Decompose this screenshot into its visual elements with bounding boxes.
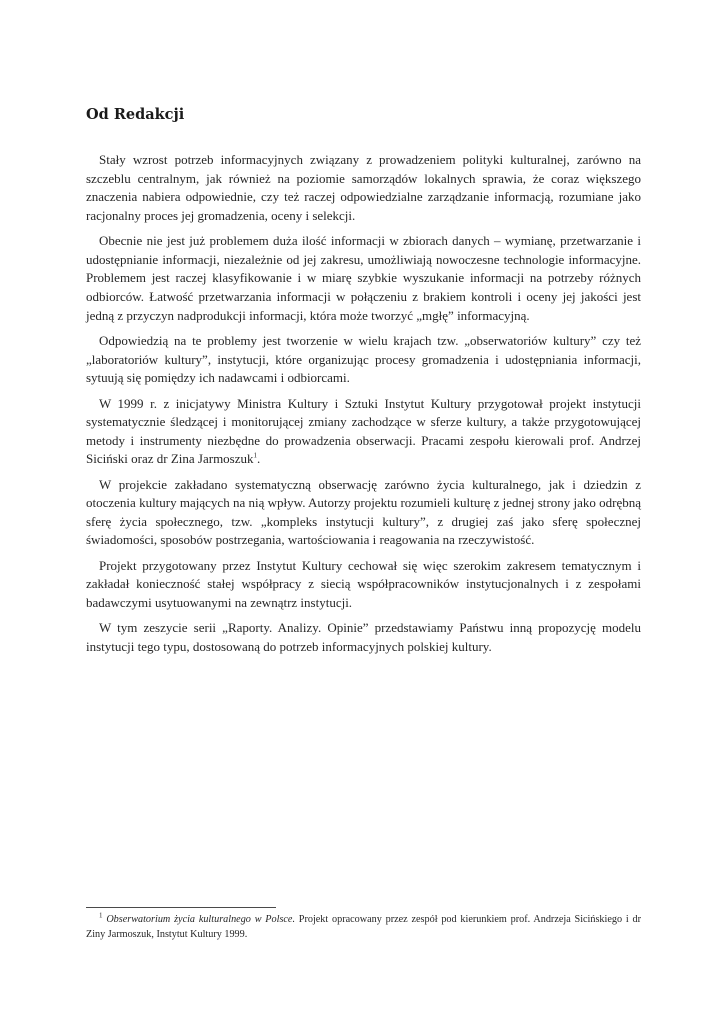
footnote-reference[interactable]: 1 xyxy=(253,451,258,460)
footnote-text: Projekt opracowany przez zespół pod kierunkiem prof. Andrzeja Sicińskiego i dr Ziny Jarmoszuk, Instytut Kultury 1999. xyxy=(86,914,641,940)
paragraph: W tym zeszycie serii „Raporty. Analizy. Opinie” przedstawiamy Państwu inną propozycję modelu instytucji tego typu, dostosowaną do potrzeb informacyjnych polskiej kultury. xyxy=(86,620,641,655)
paragraph: Projekt przygotowany przez Instytut Kultury cechował się więc szerokim zakresem tematycznym i zakładał konieczność stałej współpracy z siecią współpracowników instytucjonalnych i z zespołami badawczymi usytuowanymi na zewnątrz instytucji. xyxy=(86,557,641,611)
footnote-content xyxy=(86,912,641,942)
paragraph-text: W 1999 r. z inicjatywy Ministra Kultury i Sztuki Instytut Kultury przygotował projekt instytucji systematycznie śledzącej i monitorującej zmiany zachodzące w sferze kultury, a także przygotowującej metody i instrumenty niezbędne do prowadzenia obserwacji. Pracami zespołu kierowali prof. Andrzej Siciński oraz dr Zina Jarmoszuk xyxy=(86,395,641,467)
footnote-title: Obserwatorium życia kulturalnego w Polsce. xyxy=(106,914,295,925)
paragraph: Stały wzrost potrzeb informacyjnych związany z prowadzeniem polityki kulturalnej, zarówno na szczeblu centralnym, jak również na poziomie samorządów lokalnych sprawia, że coraz większego znaczenia nabiera odpowiednie, czy też raczej odpowiedzialne zarządzanie informacją, rozumiane jako racjonalny proces jej gromadzenia, oceny i selekcji. xyxy=(86,152,641,223)
footnote-divider xyxy=(86,907,276,908)
paragraph: Odpowiedzią na te problemy jest tworzenie w wielu krajach tzw. „obserwatoriów kultury” czy też „laboratoriów kultury”, instytucji, które organizując procesy gromadzenia i udostępniania informacji, sytuują się pomiędzy ich nadawcami i odbiorcami. xyxy=(86,332,641,386)
page xyxy=(86,0,641,1024)
footnote xyxy=(86,912,641,942)
paragraph: W projekcie zakładano systematyczną obserwację zarówno życia kulturalnego, jak i dziedzin z otoczenia kultury mających na nią wpływ. Autorzy projektu rozumieli kulturę z jednej strony jako odrębną sferę życia społecznego, tzw. „kompleks instytucji kultury”, z drugiej zaś jako sferę społecznej świadomości, sposobów postrzegania, wartościowania i reagowania na rzeczywistość. xyxy=(86,476,641,548)
footnote-marker: 1 xyxy=(99,911,103,920)
paragraph: W 1999 r. z inicjatywy Ministra Kultury i Sztuki Instytut Kultury przygotował projekt instytucji systematycznie śledzącej i monitorującej zmiany zachodzące w sferze kultury, a także przygotowującej metody i instrumenty niezbędne do prowadzenia obserwacji. Pracami zespołu kierowali prof. Andrzej Siciński oraz dr Zina Jarmoszuk$^1$. xyxy=(86,395,641,467)
paragraph: Obecnie nie jest już problemem duża ilość informacji w zbiorach danych – wymianę, przetwarzanie i udostępnianie informacji, niezależnie od jej zakresu, umożliwiają nowoczesne technologie informacyjne. Problemem jest raczej klasyfikowanie i w miarę szybkie wyszukanie informacji na potrzeby różnych odbiorców. Łatwość przetwarzania informacji w połączeniu z brakiem kontroli i oceny jej jakości jest jedną z przyczyn nadprodukcji informacji, która może tworzyć „mgłę” informacyjną. xyxy=(86,233,641,323)
article-body xyxy=(86,151,641,663)
page-title: Od Redakcji xyxy=(86,106,185,123)
